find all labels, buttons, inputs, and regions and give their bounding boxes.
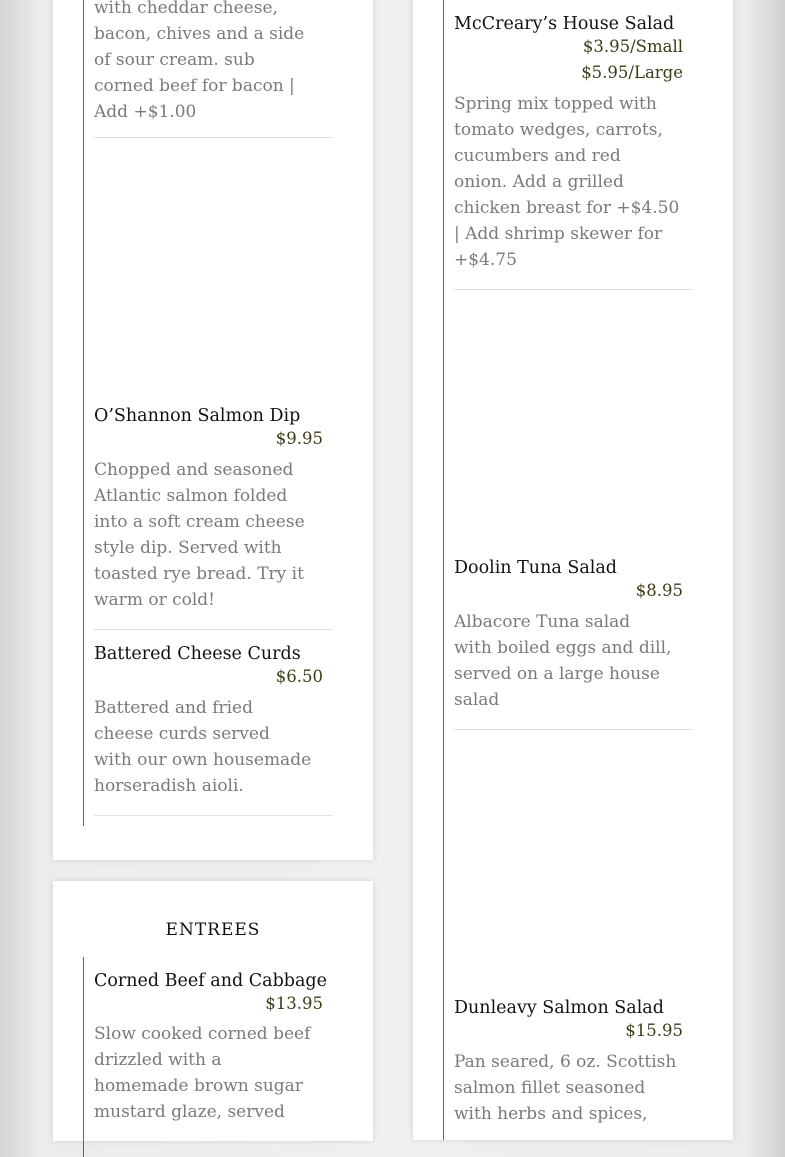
desc-line: Add +$1.00: [94, 102, 197, 122]
menu-item-description: [94, 0, 304, 125]
menu-item-price: $9.95: [275, 429, 323, 448]
menu-item-price: $15.95: [625, 1021, 683, 1040]
desc-line: Spring mix topped with: [454, 94, 657, 114]
menu-item-title: O’Shannon Salmon Dip: [94, 406, 301, 426]
desc-line: with our own housemade: [94, 750, 312, 770]
menu-item-price-small: $3.95/Small: [582, 37, 683, 56]
desc-line: +$4.75: [454, 250, 517, 270]
card-accent-line: [83, 957, 84, 1157]
item-divider: [94, 137, 333, 138]
desc-line: Albacore Tuna salad: [454, 612, 631, 632]
desc-line: mustard glaze, served: [94, 1102, 285, 1122]
desc-line: style dip. Served with: [94, 538, 282, 558]
desc-line: | Add shrimp skewer for: [454, 224, 663, 244]
salads-card: [413, 0, 733, 1140]
desc-line: with cheddar cheese,: [94, 0, 278, 18]
desc-line: of sour cream. sub: [94, 50, 255, 70]
menu-item-description: [94, 1021, 310, 1125]
entrees-card: [53, 881, 373, 1141]
desc-line: corned beef for bacon |: [94, 76, 295, 96]
desc-line: Battered and fried: [94, 698, 253, 718]
desc-line: Slow cooked corned beef: [94, 1024, 311, 1044]
desc-line: served on a large house: [454, 664, 660, 684]
item-divider: [94, 629, 333, 630]
desc-line: salmon fillet seasoned: [454, 1078, 646, 1098]
item-divider: [94, 815, 333, 816]
appetizers-card: [53, 0, 373, 860]
desc-line: homemade brown sugar: [94, 1076, 303, 1096]
desc-line: horseradish aioli.: [94, 776, 244, 796]
desc-line: with boiled eggs and dill,: [454, 638, 672, 658]
menu-item-price: $13.95: [265, 994, 323, 1013]
menu-item-title: Corned Beef and Cabbage: [94, 971, 327, 991]
item-divider: [454, 729, 693, 730]
menu-item-description: [454, 609, 671, 713]
section-title: ENTREES: [165, 920, 261, 940]
menu-item-title: Battered Cheese Curds: [94, 644, 301, 664]
menu-item-price-large: $5.95/Large: [581, 63, 683, 82]
desc-line: onion. Add a grilled: [454, 172, 624, 192]
desc-line: Atlantic salmon folded: [94, 486, 288, 506]
menu-item-description: [454, 1049, 676, 1127]
desc-line: Chopped and seasoned: [94, 460, 294, 480]
menu-item-title: Doolin Tuna Salad: [454, 558, 617, 578]
desc-line: drizzled with a: [94, 1050, 222, 1070]
desc-line: bacon, chives and a side: [94, 24, 305, 44]
menu-item-title: McCreary’s House Salad: [454, 14, 675, 34]
desc-line: warm or cold!: [94, 590, 216, 610]
desc-line: chicken breast for +$4.50: [454, 198, 680, 218]
desc-line: into a soft cream cheese: [94, 512, 305, 532]
menu-item-price: $6.50: [275, 667, 323, 686]
menu-item-title: Dunleavy Salmon Salad: [454, 998, 664, 1018]
desc-line: cheese curds served: [94, 724, 270, 744]
menu-item-description: [94, 695, 311, 799]
desc-line: Pan seared, 6 oz. Scottish: [454, 1052, 677, 1072]
menu-item-description: [454, 91, 679, 273]
card-accent-line: [443, 0, 444, 1140]
desc-line: with herbs and spices,: [454, 1104, 648, 1124]
menu-item-price: $8.95: [635, 581, 683, 600]
card-accent-line: [83, 0, 84, 826]
item-divider: [454, 289, 693, 290]
desc-line: toasted rye bread. Try it: [94, 564, 304, 584]
desc-line: salad: [454, 690, 500, 710]
desc-line: tomato wedges, carrots,: [454, 120, 663, 140]
desc-line: cucumbers and red: [454, 146, 621, 166]
menu-item-description: [94, 457, 305, 613]
